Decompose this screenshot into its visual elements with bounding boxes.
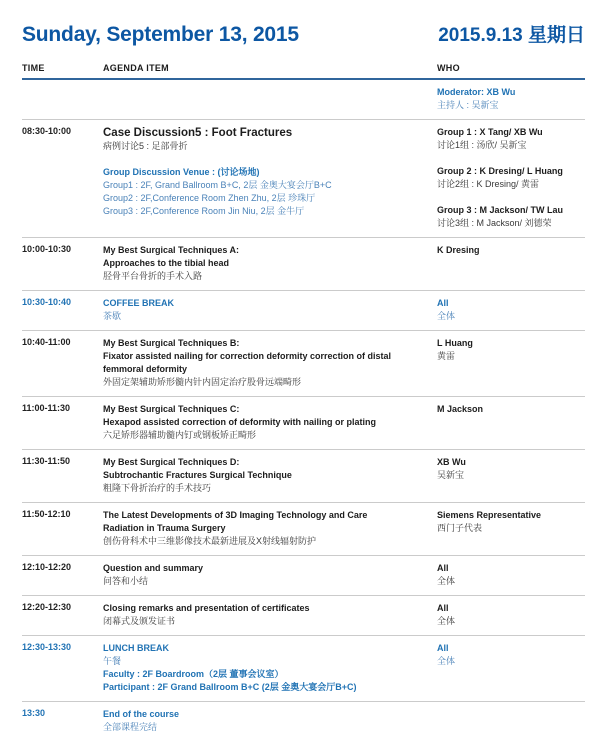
- agenda-line: The Latest Developments of 3D Imaging Technology and Care: [103, 510, 368, 520]
- who-line: 讨论3组 : M Jackson/ 刘德荣: [437, 218, 552, 228]
- who-cell: [437, 708, 585, 734]
- agenda-cell: [103, 509, 437, 548]
- who-cell: [437, 562, 585, 588]
- who-cell: [437, 337, 585, 389]
- table-row: [22, 120, 585, 238]
- table-header: [22, 63, 585, 80]
- agenda-line: Faculty : 2F Boardroom（2层 董事会议室）: [103, 669, 284, 679]
- agenda-line: Fixator assisted nailing for correction deformity correction of distal: [103, 351, 392, 361]
- who-line: Group 1 : X Tang/ XB Wu: [437, 127, 543, 137]
- agenda-cell: [103, 708, 437, 734]
- agenda-line: My Best Surgical Techniques B:: [103, 338, 240, 348]
- agenda-line: 粗隆下骨折治疗的手术技巧: [103, 483, 212, 493]
- agenda-line: 创伤骨科术中三维影像技术最新进展及X射线辐射防护: [103, 536, 317, 546]
- who-line: K Dresing: [437, 245, 480, 255]
- page-title-chinese: 2015.9.13 星期日: [438, 25, 585, 46]
- table-row: [22, 596, 585, 636]
- who-line: All: [437, 563, 449, 573]
- agenda-line: 闭幕式及颁发证书: [103, 616, 176, 626]
- agenda-line: Group3 : 2F,Conference Room Jin Niu, 2层 金牛厅: [103, 206, 305, 216]
- agenda-line: End of the course: [103, 709, 180, 719]
- who-line: 全体: [437, 616, 456, 626]
- agenda-cell: [103, 602, 437, 628]
- agenda-line: 病例讨论5 : 足部骨折: [103, 141, 188, 151]
- time-cell: 10:40-11:00: [22, 337, 71, 347]
- agenda-line: 胫骨平台骨折的手术入路: [103, 271, 203, 281]
- time-cell: 10:00-10:30: [22, 244, 72, 254]
- who-line: [437, 152, 585, 165]
- who-line: XB Wu: [437, 457, 466, 467]
- time-cell: 12:20-12:30: [22, 602, 72, 612]
- agenda-line: Participant : 2F Grand Ballroom B+C (2层 金奥大宴会厅B+C): [103, 682, 357, 692]
- agenda-cell: [103, 244, 437, 283]
- who-cell: [437, 297, 585, 323]
- agenda-line: My Best Surgical Techniques C:: [103, 404, 240, 414]
- agenda-line: Case Discussion5 : Foot Fractures: [103, 127, 293, 139]
- who-line: 讨论1组 : 汤欣/ 吴新宝: [437, 140, 527, 150]
- agenda-cell: [103, 562, 437, 588]
- who-line: 讨论2组 : K Dresing/ 黄雷: [437, 179, 540, 189]
- who-cell: [437, 602, 585, 628]
- agenda-line: Question and summary: [103, 563, 204, 573]
- agenda-line: 问答和小结: [103, 576, 149, 586]
- who-line: All: [437, 603, 449, 613]
- table-row: [22, 397, 585, 450]
- who-cell: [437, 456, 585, 495]
- table-row: [22, 450, 585, 503]
- time-cell: 11:50-12:10: [22, 509, 71, 519]
- table-row: [22, 331, 585, 397]
- agenda-cell: [103, 297, 437, 323]
- column-header-time: TIME: [22, 63, 45, 73]
- who-line: 主持人 : 吴新宝: [437, 100, 499, 110]
- agenda-line: [103, 153, 437, 166]
- who-cell: [437, 509, 585, 548]
- who-line: L Huang: [437, 338, 473, 348]
- agenda-line: Group2 : 2F,Conference Room Zhen Zhu, 2层 珍珠厅: [103, 193, 316, 203]
- who-cell: [437, 126, 585, 230]
- time-cell: 12:10-12:20: [22, 562, 72, 572]
- agenda-line: Radiation in Trauma Surgery: [103, 523, 226, 533]
- agenda-line: femmoral deformity: [103, 364, 188, 374]
- who-line: [437, 191, 585, 204]
- agenda-cell: [103, 126, 437, 230]
- agenda-line: Subtrochantic Fractures Surgical Technique: [103, 470, 292, 480]
- agenda-line: 茶歇: [103, 311, 122, 321]
- who-line: Group 3 : M Jackson/ TW Lau: [437, 205, 564, 215]
- who-cell: [437, 86, 585, 112]
- table-row: [22, 636, 585, 702]
- time-cell: 11:30-11:50: [22, 456, 71, 466]
- agenda-line: Closing remarks and presentation of certificates: [103, 603, 310, 613]
- who-line: 全体: [437, 656, 456, 666]
- agenda-line: 六足矫形器辅助髓内钉或钢板矫正畸形: [103, 430, 257, 440]
- agenda-line: LUNCH BREAK: [103, 643, 169, 653]
- column-header-agenda-item: AGENDA ITEM: [103, 63, 169, 73]
- who-line: M Jackson: [437, 404, 484, 414]
- table-row: [22, 556, 585, 596]
- who-cell: [437, 244, 585, 283]
- table-row: [22, 238, 585, 291]
- agenda-cell: [103, 642, 437, 694]
- agenda-line: 午餐: [103, 656, 122, 666]
- agenda-cell: [103, 86, 437, 112]
- agenda-line: My Best Surgical Techniques A:: [103, 245, 240, 255]
- who-line: 全体: [437, 311, 456, 321]
- who-line: All: [437, 643, 449, 653]
- agenda-line: Hexapod assisted correction of deformity with nailing or plating: [103, 417, 377, 427]
- who-cell: [437, 403, 585, 442]
- time-cell: 08:30-10:00: [22, 126, 72, 136]
- who-line: 吴新宝: [437, 470, 465, 480]
- page-title: Sunday, September 13, 2015: [22, 23, 299, 46]
- agenda-cell: [103, 403, 437, 442]
- agenda-line: COFFEE BREAK: [103, 298, 175, 308]
- table-row: [22, 80, 585, 120]
- agenda-cell: [103, 456, 437, 495]
- who-cell: [437, 642, 585, 694]
- agenda-table-body: [22, 80, 585, 734]
- agenda-line: My Best Surgical Techniques D:: [103, 457, 240, 467]
- table-row: [22, 291, 585, 331]
- agenda-line: Group Discussion Venue : (讨论场地): [103, 167, 260, 177]
- agenda-line: Approaches to the tibial head: [103, 258, 230, 268]
- who-line: Siemens Representative: [437, 510, 542, 520]
- time-cell: 11:00-11:30: [22, 403, 71, 413]
- agenda-line: 外固定架辅助矫形髓内针内固定治疗股骨远端畸形: [103, 377, 302, 387]
- agenda-line: 全部课程完结: [103, 722, 158, 732]
- time-cell: [22, 86, 103, 112]
- who-line: Group 2 : K Dresing/ L Huang: [437, 166, 563, 176]
- table-row: [22, 503, 585, 556]
- agenda-cell: [103, 337, 437, 389]
- time-cell: 12:30-13:30: [22, 642, 72, 652]
- who-line: Moderator: XB Wu: [437, 87, 516, 97]
- who-line: 全体: [437, 576, 456, 586]
- time-cell: 10:30-10:40: [22, 297, 72, 307]
- agenda-line: Group1 : 2F, Grand Ballroom B+C, 2层 金奥大宴会厅B+C: [103, 180, 332, 190]
- time-cell: 13:30: [22, 708, 46, 718]
- table-row: [22, 702, 585, 734]
- page-header: [22, 20, 585, 47]
- who-line: 黄雷: [437, 351, 456, 361]
- column-header-who: WHO: [437, 63, 460, 73]
- who-line: 西门子代表: [437, 523, 483, 533]
- who-line: All: [437, 298, 449, 308]
